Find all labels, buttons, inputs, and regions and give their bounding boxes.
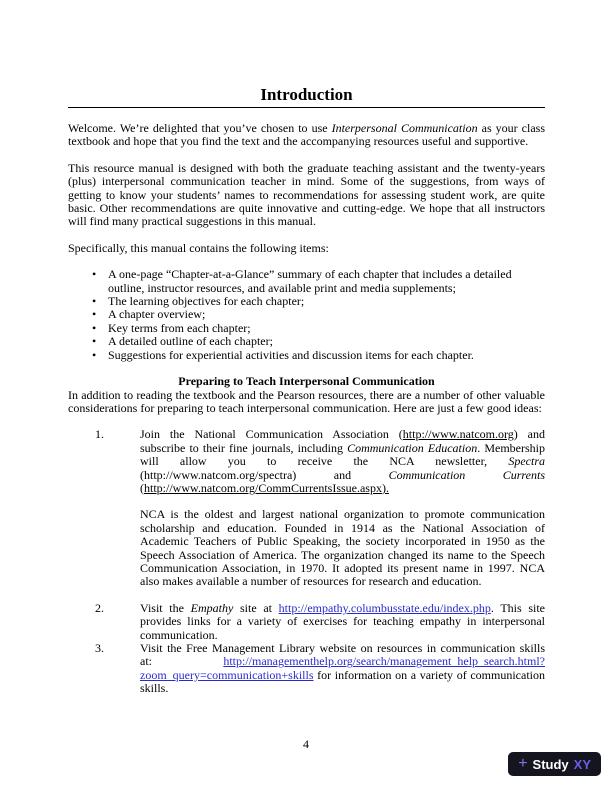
list-item-text: Key terms from each chapter;	[108, 320, 251, 335]
list-item-text: A one-page “Chapter-at-a-Glance” summary of each chapter that includes a detailed outline, instructor resources, and available print and media supplements;	[108, 267, 512, 295]
badge-study-label: Study	[532, 756, 569, 772]
bullet-icon: •	[92, 347, 97, 362]
bullet-icon: •	[92, 334, 97, 349]
section-heading: Preparing to Teach Interpersonal Communication	[178, 374, 435, 389]
item-text	[140, 642, 545, 696]
text-run: Visit the Free Management Library website on resources in communication skills at:	[140, 641, 545, 669]
list-item-text: Suggestions for experiential activities and discussion items for each chapter.	[108, 347, 474, 362]
numbered-item-1	[68, 428, 545, 495]
text-run: ) and subscribe to their fine journals, including	[140, 427, 545, 455]
studyxy-badge[interactable]	[508, 752, 601, 776]
hyperlink[interactable]: http://www.natcom.org	[402, 427, 514, 442]
list-item-text: A chapter overview;	[108, 307, 206, 322]
text-run: Spectra	[508, 454, 545, 469]
text-run: (	[140, 480, 144, 495]
text-run: Welcome. We’re delighted that you’ve chosen to use	[68, 121, 332, 135]
item-text	[140, 428, 545, 495]
item-number: 2.	[95, 600, 104, 615]
list-item-text: The learning objectives for each chapter;	[108, 294, 305, 309]
bullet-icon: •	[92, 307, 97, 322]
text-run: Empathy	[190, 600, 234, 615]
nca-paragraph: NCA is the oldest and largest national organization to promote communication scholarship and education. Founded in 1914 as the National Association of Academic Teachers of Public Speaking, the society incorporated in 1950 as the Speech Association of America. The organization changed its name to the Speech Communication Association, in 1970. It adopted its present name in 1997. NCA also makes available a number of resources for research and education.	[140, 507, 545, 589]
text-run: Communication Education	[347, 440, 478, 455]
text-run: . This site provides links for a variety of exercises for teaching empathy in interpersonal communication.	[140, 600, 546, 642]
text-run: Visit the	[140, 600, 191, 615]
list-item	[68, 322, 545, 335]
list-item	[68, 308, 545, 321]
list-item	[68, 295, 545, 308]
text-run: Join the National Communication Association (	[140, 427, 403, 442]
item-text	[140, 602, 545, 642]
text-run: Communication Currents	[388, 467, 545, 482]
section-intro-paragraph: In addition to reading the textbook and the Pearson resources, there are a number of other valuable considerations for preparing to teach interpersonal communication. Here are just a few good ideas:	[68, 387, 545, 415]
page-number: 4	[303, 737, 309, 751]
badge-xy-label: XY	[573, 756, 591, 772]
list-item	[68, 268, 545, 295]
resource-manual-paragraph: This resource manual is designed with both the graduate teaching assistant and the twenty-years (plus) interpersonal communication teacher in mind. Some of the suggestions, from ways of getting to know your students’ names to recommendations for assessing student work, are quite basic. Other recommendations are quite innovative and cutting-edge. We hope that all instructors will find many practical suggestions in this manual.	[68, 160, 545, 229]
text-run: . Membership will allow you to receive the NCA newsletter,	[140, 440, 545, 469]
hyperlink[interactable]: http://empathy.columbusstate.edu/index.php	[278, 600, 491, 615]
text-run: as your class textbook and hope that you find the text and the accompanying resources useful and supportive.	[68, 121, 545, 149]
welcome-paragraph	[68, 122, 545, 149]
hyperlink[interactable]: http://managementhelp.org/search/management_help_search.html?zoom_query=communication+skills	[140, 654, 545, 682]
numbered-item-2	[68, 602, 545, 642]
bullet-icon: •	[92, 294, 97, 309]
text-run: Interpersonal Communication	[331, 121, 478, 135]
list-item-text: A detailed outline of each chapter;	[108, 334, 273, 349]
specifically-paragraph: Specifically, this manual contains the following items:	[68, 240, 329, 255]
text-run: site at	[233, 600, 279, 615]
bullet-icon: •	[92, 267, 97, 282]
list-item	[68, 335, 545, 348]
text-run: (http://www.natcom.org/spectra) and	[140, 467, 389, 482]
text-run: for information on a variety of communication skills.	[140, 667, 545, 696]
item-number: 1.	[95, 427, 104, 442]
hyperlink[interactable]: http://www.natcom.org/CommCurrentsIssue.aspx).	[144, 480, 389, 495]
numbered-item-3	[68, 642, 545, 696]
plus-icon: +	[518, 755, 528, 772]
page-title: Introduction	[68, 86, 545, 108]
page-content	[68, 86, 545, 696]
list-item	[68, 349, 545, 362]
contents-bullet-list	[68, 268, 545, 362]
item-number: 3.	[95, 641, 104, 655]
bullet-icon: •	[92, 320, 97, 335]
